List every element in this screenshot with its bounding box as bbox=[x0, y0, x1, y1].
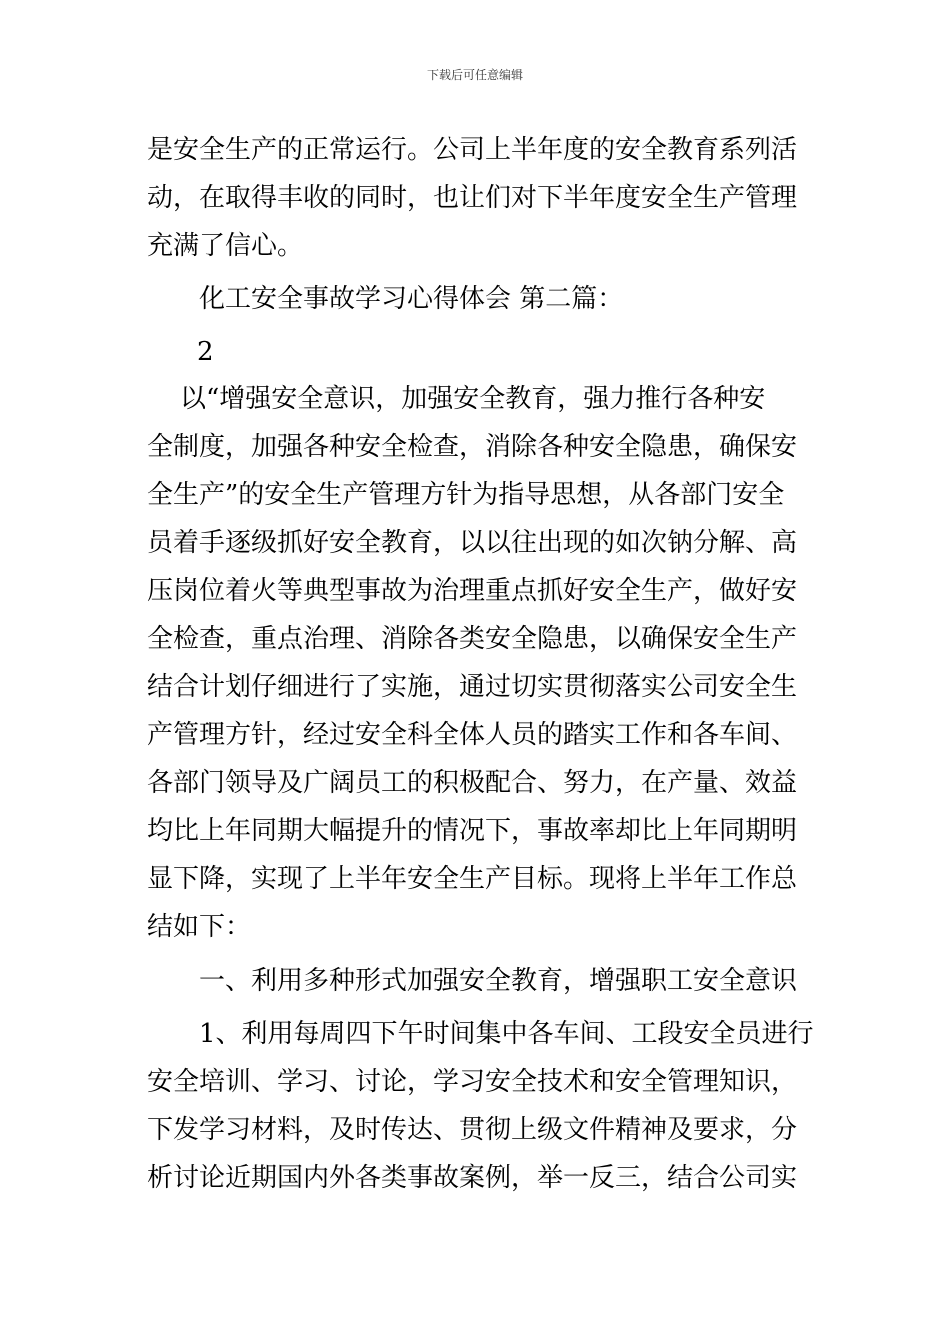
text-line: 结合计划仔细进行了实施，通过切实贯彻落实公司安全生 bbox=[147, 672, 798, 702]
text-line: 均比上年同期大幅提升的情况下，事故率却比上年同期明 bbox=[147, 816, 798, 846]
text-line: 是安全生产的正常运行。公司上半年度的安全教育系列活 bbox=[147, 135, 798, 165]
text-line: 下发学习材料，及时传达、贯彻上级文件精神及要求，分 bbox=[147, 1115, 798, 1145]
text-line: 产管理方针，经过安全科全体人员的踏实工作和各车间、 bbox=[147, 720, 798, 750]
header-note: 下载后可任意编辑 bbox=[426, 68, 523, 82]
text-line: 全检查，重点治理、消除各类安全隐患，以确保安全生产 bbox=[147, 624, 798, 654]
text-line: 结如下： bbox=[147, 912, 252, 942]
text-line: 1、利用每周四下午时间集中各车间、工段安全员进行 bbox=[199, 1019, 814, 1049]
section-heading: 一、利用多种形式加强安全教育，增强职工安全意识 bbox=[199, 966, 798, 996]
text-line: 全制度，加强各种安全检查，消除各种安全隐患，确保安 bbox=[147, 432, 798, 462]
text-line: 析讨论近期国内外各类事故案例，举一反三，结合公司实 bbox=[147, 1163, 798, 1193]
text-line: 显下降，实现了上半年安全生产目标。现将上半年工作总 bbox=[147, 864, 798, 894]
text-line: 员着手逐级抓好安全教育，以以往出现的如次钠分解、高 bbox=[147, 528, 798, 558]
text-line: 动，在取得丰收的同时，也让们对下半年度安全生产管理 bbox=[147, 183, 798, 213]
section-number: 2 bbox=[197, 337, 214, 367]
text-line: 充满了信心。 bbox=[147, 231, 304, 261]
text-line: 安全培训、学习、讨论，学习安全技术和安全管理知识， bbox=[147, 1067, 798, 1097]
text-line: 以“增强安全意识，加强安全教育，强力推行各种安 bbox=[180, 384, 766, 414]
text-line: 全生产”的安全生产管理方针为指导思想，从各部门安全 bbox=[147, 480, 785, 510]
text-line: 压岗位着火等典型事故为治理重点抓好安全生产，做好安 bbox=[147, 576, 798, 606]
text-line: 各部门领导及广阔员工的积极配合、努力，在产量、效益 bbox=[147, 768, 798, 798]
section-heading: 化工安全事故学习心得体会 第二篇： bbox=[199, 284, 624, 314]
